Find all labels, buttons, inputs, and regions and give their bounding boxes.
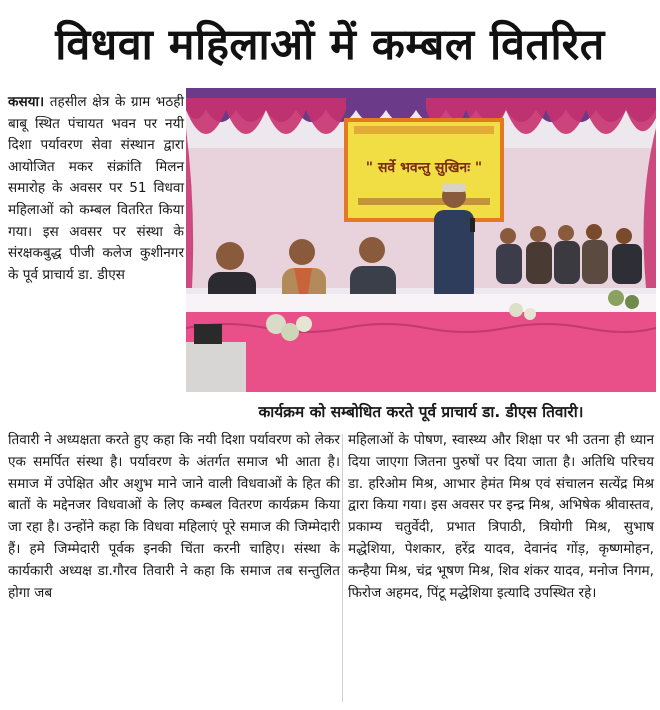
- intro-text: तहसील क्षेत्र के ग्राम भठही बाबू स्थित पंचायत भवन पर नयी दिशा पर्यावरण सेवा संस्थान द्वारा आयोजित मकर संक्रांति मिलन समारोह के अवसर पर 51 विधवा महिलाओं को कम्बल वितरित किया गया। इस अवसर पर संस्था के संरक्षकबुद्ध पीजी कलेज कुशीनगर के पूर्व प्राचार्य डा. डीएस: [8, 94, 184, 283]
- photo-caption: कार्यक्रम को सम्बोधित करते पूर्व प्राचार्य डा. डीएस तिवारी।: [258, 402, 584, 421]
- stage-table: [186, 294, 656, 392]
- article-intro-column: [8, 92, 184, 286]
- headline: विधवा महिलाओं में कम्बल वितरित: [55, 19, 605, 70]
- event-photo-illustration: [186, 88, 656, 392]
- stage-banner: [346, 120, 502, 220]
- column-divider: [342, 434, 343, 702]
- article-body-left: तिवारी ने अध्यक्षता करते हुए कहा कि नयी दिशा पर्यावरण को लेकर एक समर्पित संस्था है। पर्यावरण के अंतर्गत समाज भी आता है। समाज में उपेक्षित और अशुभ माने जाने वाली विधवाओं के हित की बातों के मद्देनजर विधवाओं के लिए कम्बल वितरण कार्यक्रम किया जा रहा है। उन्होंने कहा कि विधवा महिलाएं पूरे समाज की जिम्मेदारी हैं। हमे जिम्मेदारी पूर्वक इनकी चिंता करनी चाहिए। संस्था के कार्यकारी अध्यक्ष डा.गौरव तिवारी ने कहा कि समाज तब सन्तुलित होगा जब: [8, 432, 340, 601]
- banner-text: " सर्वे भवन्तु सुखिनः ": [365, 160, 483, 176]
- article-body-right: महिलाओं के पोषण, स्वास्थ्य और शिक्षा पर भी उतना ही ध्यान दिया जाएगा जितना पुरुषों पर दिया जाता है। अतिथि परिचय डा. हरिओम मिश्र, आभार हेमंत मिश्र एवं संचालन सत्येंद्र मिश्र द्वारा किया गया। इस अवसर पर इन्द्र मिश्र, अभिषेक श्रीवास्तव, प्रकाम्य चतुर्वेदी, प्रभात त्रिपाठी, त्रियोगी मिश्र, सुभाष मद्धेशिया, पेशकार, हरेंद्र यादव, देवानंद गोंड़, कृष्णमोहन, कन्हैया मिश्र, चंद्र भूषण मिश्र, शिव शंकर यादव, मनोज निगम, फिरोज अहमद, पिंटू मद्धेशिया इत्यादि उपस्थित रहे।: [348, 432, 654, 601]
- dateline: कसया।: [8, 94, 45, 110]
- event-photo: [186, 88, 656, 392]
